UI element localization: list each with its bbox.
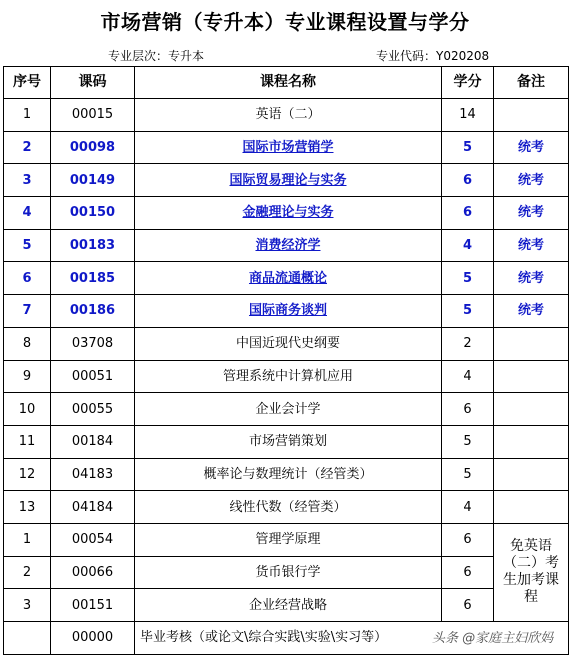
row-credit: 4	[442, 360, 494, 393]
row-note	[494, 360, 569, 393]
header-name: 课程名称	[135, 67, 442, 99]
table-row	[4, 262, 569, 295]
row-seq: 1	[4, 99, 51, 132]
row-credit: 6	[442, 589, 494, 622]
row-name: 线性代数（经管类）	[135, 491, 442, 524]
header-code: 课码	[51, 67, 135, 99]
watermark-text: 头条 @家庭主妇欣妈	[432, 631, 554, 646]
row-code: 00186	[51, 295, 135, 328]
row-code: 00000	[51, 622, 135, 655]
row-code: 00015	[51, 99, 135, 132]
table-row	[4, 229, 569, 262]
row-credit: 5	[442, 458, 494, 491]
row-seq: 1	[4, 523, 51, 556]
row-code: 04184	[51, 491, 135, 524]
row-seq: 8	[4, 327, 51, 360]
row-code: 00054	[51, 523, 135, 556]
row-note	[494, 393, 569, 426]
row-seq: 11	[4, 425, 51, 458]
page-title: 市场营销（专升本）专业课程设置与学分	[100, 10, 470, 34]
row-code: 00066	[51, 556, 135, 589]
row-note: 统考	[494, 262, 569, 295]
table-row	[4, 360, 569, 393]
row-note: 统考	[494, 131, 569, 164]
row-name: 消费经济学	[135, 229, 442, 262]
row-note	[494, 491, 569, 524]
row-credit: 6	[442, 523, 494, 556]
header-note: 备注	[494, 67, 569, 99]
row-name: 管理系统中计算机应用	[135, 360, 442, 393]
row-name: 毕业考核（或论文\综合实践\实验\实习等）	[135, 622, 569, 655]
watermark	[430, 627, 555, 646]
row-seq: 5	[4, 229, 51, 262]
row-seq: 13	[4, 491, 51, 524]
row-credit: 4	[442, 229, 494, 262]
header-seq: 序号	[4, 67, 51, 99]
row-credit: 6	[442, 393, 494, 426]
row-note	[494, 327, 569, 360]
row-note: 统考	[494, 229, 569, 262]
row-code: 00185	[51, 262, 135, 295]
row-code: 00183	[51, 229, 135, 262]
row-code: 00051	[51, 360, 135, 393]
major-level: 专业层次：专升本	[108, 49, 205, 63]
row-code: 04183	[51, 458, 135, 491]
row-credit: 4	[442, 491, 494, 524]
row-credit: 6	[442, 164, 494, 197]
table-row	[4, 556, 569, 589]
row-note	[494, 458, 569, 491]
row-seq	[4, 622, 51, 655]
row-name: 商品流通概论	[135, 262, 442, 295]
table-row	[4, 99, 569, 132]
row-credit: 5	[442, 131, 494, 164]
table-row	[4, 393, 569, 426]
row-code: 00184	[51, 425, 135, 458]
table-row	[4, 197, 569, 230]
row-note	[494, 99, 569, 132]
table-row	[4, 131, 569, 164]
table-row	[4, 164, 569, 197]
row-seq: 3	[4, 164, 51, 197]
header-credit: 学分	[442, 67, 494, 99]
table-row	[4, 295, 569, 328]
row-name: 市场营销策划	[135, 425, 442, 458]
row-credit: 5	[442, 425, 494, 458]
table-row	[4, 491, 569, 524]
row-credit: 6	[442, 556, 494, 589]
major-code: 专业代码：Y020208	[376, 49, 490, 63]
row-name: 货币银行学	[135, 556, 442, 589]
row-code: 00150	[51, 197, 135, 230]
table-row	[4, 523, 569, 556]
row-code: 00098	[51, 131, 135, 164]
course-table	[3, 66, 569, 655]
row-code: 00055	[51, 393, 135, 426]
row-seq: 6	[4, 262, 51, 295]
row-seq: 2	[4, 131, 51, 164]
row-code: 03708	[51, 327, 135, 360]
row-seq: 2	[4, 556, 51, 589]
row-name: 英语（二）	[135, 99, 442, 132]
row-note	[494, 425, 569, 458]
row-name: 概率论与数理统计（经管类）	[135, 458, 442, 491]
row-name: 中国近现代史纲要	[135, 327, 442, 360]
row-seq: 4	[4, 197, 51, 230]
row-name: 国际市场营销学	[135, 131, 442, 164]
row-note: 统考	[494, 164, 569, 197]
table-row	[4, 327, 569, 360]
row-credit: 14	[442, 99, 494, 132]
row-seq: 12	[4, 458, 51, 491]
table-row	[4, 458, 569, 491]
row-name: 企业经营战略	[135, 589, 442, 622]
table-row	[4, 425, 569, 458]
row-name: 管理学原理	[135, 523, 442, 556]
row-code: 00149	[51, 164, 135, 197]
row-name: 国际贸易理论与实务	[135, 164, 442, 197]
table-header-row	[4, 67, 569, 99]
row-credit: 6	[442, 197, 494, 230]
row-code: 00151	[51, 589, 135, 622]
row-name: 金融理论与实务	[135, 197, 442, 230]
row-credit: 5	[442, 295, 494, 328]
table-row	[4, 589, 569, 622]
row-credit: 5	[442, 262, 494, 295]
row-name: 企业会计学	[135, 393, 442, 426]
row-seq: 10	[4, 393, 51, 426]
row-note: 统考	[494, 197, 569, 230]
row-seq: 7	[4, 295, 51, 328]
row-note: 统考	[494, 295, 569, 328]
row-name: 国际商务谈判	[135, 295, 442, 328]
row-credit: 2	[442, 327, 494, 360]
row-seq: 9	[4, 360, 51, 393]
exempt-note: 免英语（二）考生加考课程	[494, 523, 569, 621]
row-seq: 3	[4, 589, 51, 622]
